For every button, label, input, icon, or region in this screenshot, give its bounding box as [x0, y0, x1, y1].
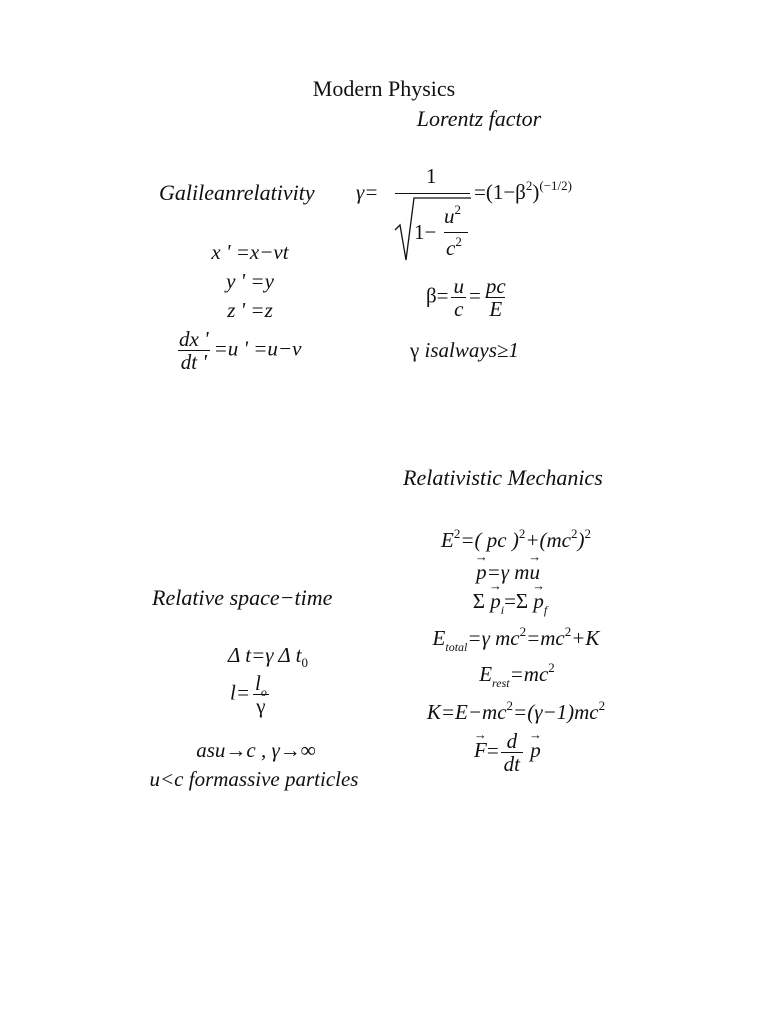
em-b: =( pc )	[460, 528, 519, 552]
time-dilation-eq	[228, 643, 308, 668]
dilation-sub: 0	[301, 655, 308, 670]
gamma-rhs	[474, 180, 572, 205]
velocity-den: dt '	[178, 350, 210, 373]
cons-sigma-a: Σ	[472, 589, 491, 613]
sqrt-inner-bar	[444, 232, 468, 233]
gamma-note-text: isalways≥1	[419, 338, 519, 362]
beta-f2-den: E	[486, 297, 505, 320]
total-b: =γ mc	[467, 626, 520, 650]
gamma-rhs-b: )	[532, 180, 540, 204]
cons-p1: → p	[490, 589, 501, 614]
page-title: Modern Physics	[312, 76, 456, 101]
momentum-mid: =γ m	[486, 560, 530, 584]
rest-a: E	[479, 662, 493, 686]
conservation-eq	[472, 589, 548, 617]
beta-eq	[426, 275, 511, 320]
root-c: c	[446, 236, 456, 260]
spacetime-heading: Relative space−time	[152, 585, 333, 610]
massive-particles-note: u<c formassive particles	[149, 767, 359, 791]
kin-b: =(γ−1)mc	[513, 700, 599, 724]
cons-sub-f: f	[543, 603, 548, 617]
length-num-sub: o	[260, 685, 267, 699]
kin-s2: 2	[598, 698, 606, 713]
root-c-exp: 2	[455, 234, 462, 249]
root-u: u	[444, 204, 455, 228]
gamma-rhs-exp: 2	[525, 178, 533, 193]
rest-b: =mc	[509, 662, 549, 686]
kin-a: K=E−mc	[426, 700, 507, 724]
momentum-eq	[476, 560, 540, 585]
kin-s1: 2	[506, 698, 514, 713]
limit-eq: asu→c , γ→∞	[196, 738, 316, 762]
total-sub: total	[445, 640, 468, 654]
mechanics-heading: Relativistic Mechanics	[403, 465, 603, 490]
momentum-u: → u	[529, 560, 540, 585]
force-eq	[474, 730, 541, 775]
gamma-fraction-bar	[395, 193, 470, 194]
cons-sub-i: i	[500, 603, 505, 617]
rest-sub: rest	[492, 676, 510, 690]
length-den: γ	[253, 694, 268, 717]
total-energy-eq	[432, 624, 600, 654]
cons-sigma-b: =Σ	[504, 589, 534, 613]
gamma-note-greek: γ	[410, 338, 420, 362]
gamma-rhs-power: (−1/2)	[539, 178, 572, 193]
dilation-a: Δ t=γ Δ t	[228, 643, 302, 667]
force-den: dt	[501, 752, 523, 775]
cons-p2: → p	[533, 589, 544, 614]
root-u-exp: 2	[454, 202, 461, 217]
beta-f1-num: u	[453, 274, 465, 298]
gamma-lhs: γ=	[356, 180, 379, 204]
galilean-heading: Galileanrelativity	[159, 180, 315, 205]
length-num: l	[255, 671, 261, 695]
galilean-eq-x: x ' =x−vt	[211, 240, 289, 264]
rest-energy-eq	[479, 660, 555, 690]
beta-mid: =	[469, 283, 481, 308]
em-c: +(mc	[525, 528, 571, 552]
force-num: d	[506, 729, 518, 753]
beta-f1-den: c	[451, 297, 466, 320]
beta-lhs: β=	[426, 283, 449, 308]
em-a: E	[441, 528, 454, 552]
em-s4: 2	[584, 526, 591, 541]
momentum-p: → p	[476, 560, 487, 585]
energy-momentum-eq	[441, 528, 591, 553]
rest-s: 2	[548, 660, 555, 675]
gamma-num: 1	[426, 164, 437, 188]
beta-f2-num: pc	[485, 274, 506, 298]
sqrt-inner-num	[444, 204, 461, 229]
force-F: → F	[474, 738, 487, 763]
total-a: E	[432, 626, 446, 650]
em-s1: 2	[453, 526, 461, 541]
total-d: +K	[571, 626, 600, 650]
gamma-always-note	[410, 338, 519, 363]
sqrt-inner-den	[446, 236, 462, 261]
galilean-eq-velocity	[174, 328, 301, 373]
kinetic-energy-eq	[427, 700, 605, 725]
em-s2: 2	[518, 526, 526, 541]
gamma-rhs-a: =(1−β	[474, 180, 526, 204]
total-c: =mc	[526, 626, 565, 650]
force-eq-sign: =	[486, 738, 499, 763]
galilean-eq-y: y ' =y	[226, 269, 274, 293]
total-s2: 2	[564, 624, 572, 639]
length-contraction-eq	[230, 672, 272, 717]
em-s3: 2	[570, 526, 578, 541]
force-p: → p	[530, 738, 541, 763]
em-d: )	[577, 528, 585, 552]
total-s1: 2	[519, 624, 527, 639]
sqrt-one-minus: 1−	[414, 220, 437, 244]
lorentz-heading: Lorentz factor	[416, 106, 542, 131]
velocity-rhs: =u ' =u−v	[213, 336, 302, 361]
length-lhs: l=	[230, 680, 251, 705]
velocity-num: dx '	[179, 327, 209, 351]
galilean-eq-z: z ' =z	[227, 298, 273, 322]
